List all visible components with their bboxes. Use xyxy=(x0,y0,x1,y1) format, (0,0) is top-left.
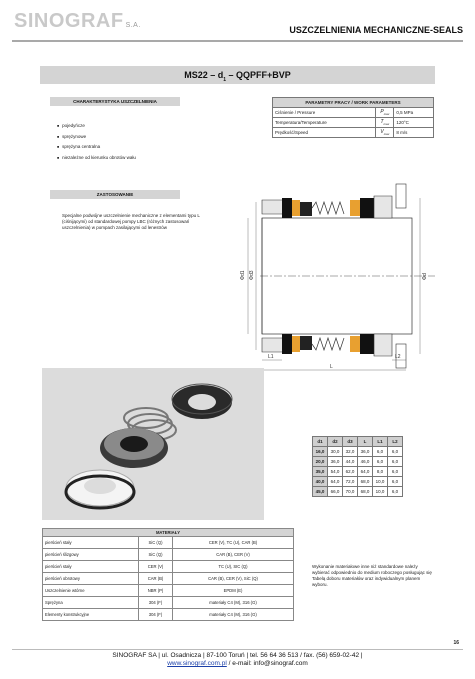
dims-cell: 70,0 xyxy=(343,487,358,497)
dims-cell: 16,0 xyxy=(313,447,328,457)
seat-bottom xyxy=(282,334,292,354)
dims-cell: 6,0 xyxy=(388,467,403,477)
material-standard: 304 (F) xyxy=(139,597,173,609)
feature-item: ■ niezależne od kierunku obrotów wału xyxy=(62,153,136,164)
dims-cell: 72,0 xyxy=(343,477,358,487)
materials-table xyxy=(42,528,294,621)
housing-top-right xyxy=(374,196,392,218)
material-alternative: CER (V), TC (U), CAR (B) xyxy=(173,537,294,549)
company-logo xyxy=(14,10,141,33)
material-standard: 304 (F) xyxy=(139,609,173,621)
dims-cell: 44,0 xyxy=(343,457,358,467)
material-standard: CAR (B) xyxy=(139,573,173,585)
face-ring-top-2 xyxy=(360,198,374,218)
material-part: pierścień obrotowy xyxy=(43,573,139,585)
housing-bottom-right xyxy=(374,334,392,356)
dims-cell: 32,0 xyxy=(343,447,358,457)
dims-cell: 68,0 xyxy=(358,487,373,497)
spring-bottom xyxy=(312,338,344,350)
features-list xyxy=(62,121,136,163)
dimensions-table xyxy=(312,436,403,497)
materials-row xyxy=(43,573,294,585)
materials-row xyxy=(43,549,294,561)
model-title-bar xyxy=(40,66,435,84)
dims-cell: 36,0 xyxy=(358,447,373,457)
logo-suffix: S.A. xyxy=(125,22,141,29)
dims-cell: 46,0 xyxy=(358,457,373,467)
seat-top xyxy=(282,198,292,218)
params-heading: PARAMETRY PRACY / WORK PARAMETERS xyxy=(273,98,434,108)
dims-header-row xyxy=(313,437,403,447)
materials-heading: MATERIAŁY xyxy=(43,529,294,537)
label-l1: L1 xyxy=(268,354,274,360)
dims-cell: 6,0 xyxy=(388,477,403,487)
param-label: Prędkość/Speed xyxy=(273,128,376,138)
website-link[interactable]: www.sinograf.com.pl xyxy=(167,660,227,667)
material-alternative: materiały C4 (M), 316 (G) xyxy=(173,597,294,609)
page-number: 16 xyxy=(453,640,459,646)
param-symbol: $V_{max}$ xyxy=(376,128,394,138)
materials-row xyxy=(43,585,294,597)
param-label: Ciśnienie / Pressure xyxy=(273,108,376,118)
dims-row xyxy=(313,477,403,487)
dims-cell: 54,0 xyxy=(328,467,343,477)
dims-row xyxy=(313,467,403,477)
dims-cell: 45,0 xyxy=(313,487,328,497)
material-part: pierścień stały xyxy=(43,561,139,573)
seal-technical-drawing xyxy=(220,178,460,378)
dims-row xyxy=(313,487,403,497)
pin-top xyxy=(396,184,406,208)
face-ring-top xyxy=(300,202,312,216)
elastomer-bottom-2 xyxy=(350,336,360,352)
dims-cell: 6,0 xyxy=(373,457,388,467)
dims-header: L xyxy=(358,437,373,447)
dims-cell: 10,0 xyxy=(373,477,388,487)
dims-cell: 20,0 xyxy=(313,457,328,467)
materials-row xyxy=(43,537,294,549)
product-photo xyxy=(42,368,264,520)
application-text: Specjalne podwójne uszczelnienie mechaniczne z elementami typu L (ciśnijącymi) od standardowej pompy LBC (różnych zastosowań uszczelnienia) w pompach zasilającymi od lenestrów xyxy=(62,213,200,230)
face-ring-bottom-2 xyxy=(360,334,374,354)
label-d: Φd xyxy=(422,273,428,280)
material-standard: SiC (Q) xyxy=(139,549,173,561)
label-d1: Φd1 xyxy=(240,270,246,280)
dims-cell: 6,0 xyxy=(388,457,403,467)
feature-item: ■ sprężynowe xyxy=(62,132,136,143)
email-text: / e-mail: info@sinograf.com xyxy=(226,660,308,667)
param-value: 120°C xyxy=(394,118,434,128)
header-title: USZCZELNIENIA MECHANICZNE-SEALS xyxy=(289,25,463,35)
dims-cell: 66,0 xyxy=(328,487,343,497)
param-value: 8 m/s xyxy=(394,128,434,138)
footer-contact xyxy=(0,660,475,667)
model-prefix: MS22 – d xyxy=(184,70,224,80)
dims-cell: 40,0 xyxy=(313,477,328,487)
material-standard: NBR (P) xyxy=(139,585,173,597)
params-row xyxy=(273,128,434,138)
material-standard: SiC (Q) xyxy=(139,537,173,549)
params-row xyxy=(273,118,434,128)
materials-note: Wykonanie materiałowe inne niż standardowe należy wybierać odpowiednio do medium roboczego posługując się Tabelą doboru materiałów oraz indywidualnym planem wyboru. xyxy=(312,564,432,587)
param-label: Temperatura/Temperature xyxy=(273,118,376,128)
dims-cell: 64,0 xyxy=(328,477,343,487)
dims-header: L2 xyxy=(388,437,403,447)
material-part: pierścień stały xyxy=(43,537,139,549)
face-ring-bottom xyxy=(300,336,312,350)
dims-header: L1 xyxy=(373,437,388,447)
footer-address: SINOGRAF SA | ul. Osadnicza | 87-100 Toruń | tel. 56 64 36 513 / fax. (56) 659-02-42 | xyxy=(112,652,363,659)
elastomer-bottom xyxy=(292,336,300,352)
dims-cell: 35,0 xyxy=(313,467,328,477)
dims-header: d1 xyxy=(313,437,328,447)
material-alternative: CAR (B), CER (V), SiC (Q) xyxy=(173,573,294,585)
dims-cell: 62,0 xyxy=(343,467,358,477)
param-value: 0,5 MPa xyxy=(394,108,434,118)
materials-row xyxy=(43,597,294,609)
material-alternative: EPDM (E) xyxy=(173,585,294,597)
materials-row xyxy=(43,561,294,573)
model-suffix: – QQPFF+BVP xyxy=(226,70,291,80)
header-divider xyxy=(12,40,463,42)
seal-photo-illustration xyxy=(42,368,264,520)
elastomer-top xyxy=(292,200,300,216)
dims-header: d2 xyxy=(328,437,343,447)
dims-cell: 10,0 xyxy=(373,487,388,497)
material-alternative: TC (U), SIC (Q) xyxy=(173,561,294,573)
material-alternative: materiały C4 (M), 316 (G) xyxy=(173,609,294,621)
feature-item: ■ sprężyna centralna xyxy=(62,142,136,153)
dims-header: d3 xyxy=(343,437,358,447)
material-part: Uszczelnienie wtórne xyxy=(43,585,139,597)
elastomer-top-2 xyxy=(350,200,360,216)
material-part: pierścień ślizgowy xyxy=(43,549,139,561)
material-part: Sprężyna xyxy=(43,597,139,609)
material-part: Elementy konstrukcyjne xyxy=(43,609,139,621)
logo-text: SINOGRAF xyxy=(14,10,124,32)
dims-cell: 36,0 xyxy=(328,457,343,467)
footer-divider xyxy=(12,649,463,650)
material-alternative: CAR (B), CER (V) xyxy=(173,549,294,561)
work-parameters-table xyxy=(272,97,434,138)
dims-cell: 68,0 xyxy=(358,477,373,487)
model-subscript: 1 xyxy=(223,76,226,83)
dims-cell: 6,0 xyxy=(388,487,403,497)
dims-cell: 8,0 xyxy=(373,467,388,477)
param-symbol: $T_{max}$ xyxy=(376,118,394,128)
feature-item: ■ pojedyńcze xyxy=(62,121,136,132)
dims-cell: 6,0 xyxy=(388,447,403,457)
dims-row xyxy=(313,457,403,467)
spring-top xyxy=(312,202,344,214)
label-l2: L2 xyxy=(395,354,401,360)
label-d3: Φd3 xyxy=(249,270,255,280)
params-row xyxy=(273,108,434,118)
material-standard: CER (V) xyxy=(139,561,173,573)
param-symbol: $P_{max}$ xyxy=(376,108,394,118)
materials-row xyxy=(43,609,294,621)
dims-cell: 6,0 xyxy=(373,447,388,457)
label-l: L xyxy=(330,364,333,370)
features-heading: CHARAKTERYSTYKA USZCZELNIENIA xyxy=(50,97,180,106)
application-heading: ZASTOSOWANIE xyxy=(50,190,180,199)
dims-cell: 30,0 xyxy=(328,447,343,457)
dims-cell: 64,0 xyxy=(358,467,373,477)
dims-row xyxy=(313,447,403,457)
